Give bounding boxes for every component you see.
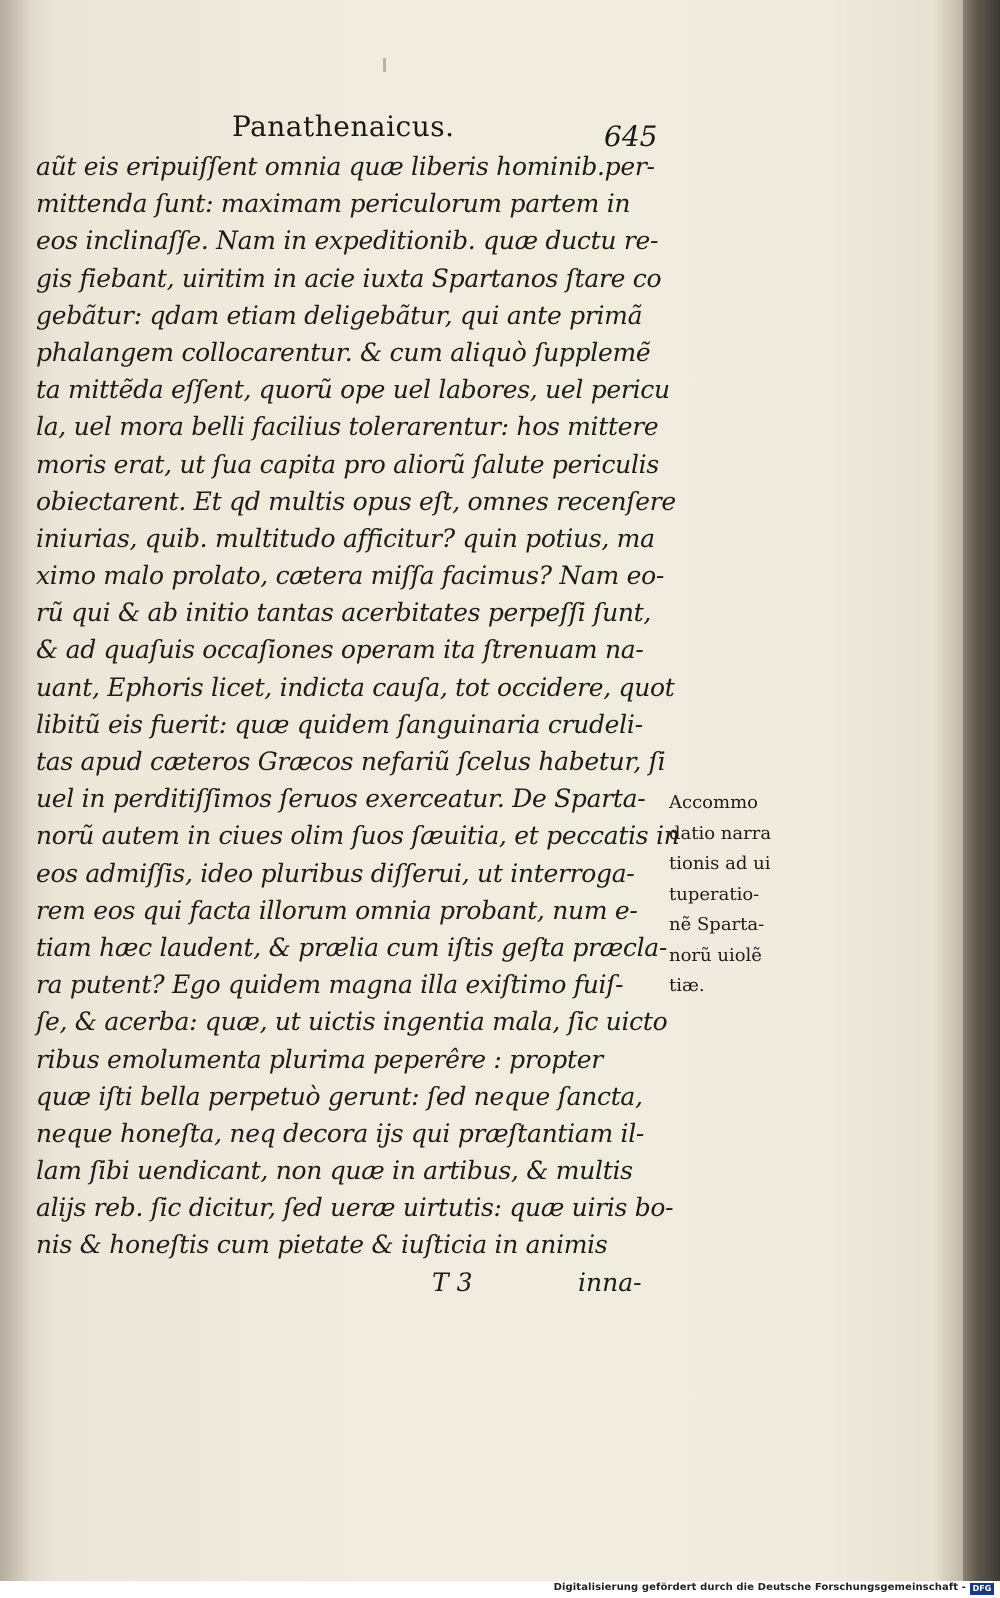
funding-credit: Digitalisierung gefördert durch die Deutsche Forschungsgemeinschaft - <box>553 1582 966 1593</box>
text-line: ta mittẽda eſſent, quorũ ope uel labores, uel pericu <box>36 375 670 405</box>
text-line: rũ qui & ab initio tantas acerbitates perpeſſi ſunt, <box>36 598 652 628</box>
text-line: nis & honeſtis cum pietate & iuſticia in animis <box>36 1230 608 1260</box>
signature-mark: T 3 <box>432 1268 473 1297</box>
text-line: la, uel mora belli facilius tolerarentur: hos mittere <box>36 412 659 442</box>
marginal-note-line: Accommo <box>669 792 758 813</box>
body-text <box>36 148 680 1264</box>
text-line: ra putent? Ego quidem magna illa exiſtimo fuiſ- <box>36 970 624 1000</box>
text-line: mittenda ſunt: maximam periculorum partem in <box>36 189 631 219</box>
paper-mark <box>383 58 386 72</box>
dfg-logo: DFG <box>970 1583 994 1595</box>
text-line: ximo malo prolato, cætera miſſa facimus? Nam eo- <box>36 561 664 591</box>
text-line: lam ſibi uendicant, non quæ in artibus, & multis <box>36 1156 633 1186</box>
text-line: phalangem collocarentur. & cum aliquò ſupplemẽ <box>36 337 651 367</box>
text-line: quæ iſti bella perpetuò gerunt: ſed neque ſancta, <box>36 1081 643 1111</box>
text-line: eos inclinaſſe. Nam in expeditionib. quæ ductu re- <box>36 226 659 256</box>
marginal-note-line: tuperatio- <box>669 883 760 905</box>
text-line: uel in perditiſſimos ſeruos exerceatur. De Sparta- <box>36 784 646 814</box>
page-edge-shadow <box>963 0 1000 1581</box>
text-line: norũ autem in ciues olim ſuos ſæuitia, et peccatis in <box>36 821 680 851</box>
text-line: tas apud cæteros Græcos nefariũ ſcelus habetur, ſi <box>36 747 666 776</box>
text-line: iniurias, quib. multitudo afficitur? quin potius, ma <box>36 523 655 553</box>
text-line: alijs reb. ſic dicitur, ſed ueræ uirtutis: quæ uiris bo- <box>36 1193 674 1223</box>
text-line: neque honeſta, neq decora ijs qui præſtantiam il- <box>36 1118 645 1148</box>
text-line: uant, Ephoris licet, indicta cauſa, tot occidere, quot <box>36 672 675 702</box>
text-line: tiam hæc laudent, & prælia cum iſtis geſta præcla- <box>36 932 668 962</box>
marginal-note-line: datio narra <box>669 822 772 844</box>
marginal-note <box>669 788 804 1002</box>
gutter-shadow <box>0 0 30 1581</box>
text-line: libitũ eis fuerit: quæ quidem ſanguinaria crudeli- <box>36 709 643 739</box>
running-head: Panathenaicus. <box>232 110 455 143</box>
text-line: ſe, & acerba: quæ, ut uictis ingentia mala, ſic uicto <box>36 1007 668 1037</box>
text-line: eos admiſſis, ideo pluribus diſſerui, ut interroga- <box>36 858 635 888</box>
text-line: & ad quaſuis occaſiones operam ita ſtrenuam na- <box>36 635 644 665</box>
marginal-note-line: tionis ad ui <box>669 853 771 874</box>
marginal-note-line: norũ uiolẽ <box>669 944 762 966</box>
page-number: 645 <box>604 120 658 153</box>
text-line: rem eos qui facta illorum omnia probant, num e- <box>36 895 638 925</box>
marginal-note-line: nẽ Sparta- <box>669 914 765 935</box>
text-line: moris erat, ut ſua capita pro aliorũ ſalute periculis <box>36 449 659 479</box>
catchword: inna- <box>578 1268 642 1297</box>
text-line: gis fiebant, uiritim in acie iuxta Spartanos ſtare co <box>36 263 662 293</box>
text-line: aũt eis eripuiſſent omnia quæ liberis hominib.per- <box>36 152 655 181</box>
marginal-note-line: tiæ. <box>669 975 705 996</box>
text-line: gebãtur: qdam etiam deligebãtur, qui ante primã <box>36 300 643 330</box>
text-line: ribus emolumenta plurima peperêre : propter <box>36 1044 603 1074</box>
text-line: obiectarent. Et qd multis opus eſt, omnes recenſere <box>36 486 676 516</box>
